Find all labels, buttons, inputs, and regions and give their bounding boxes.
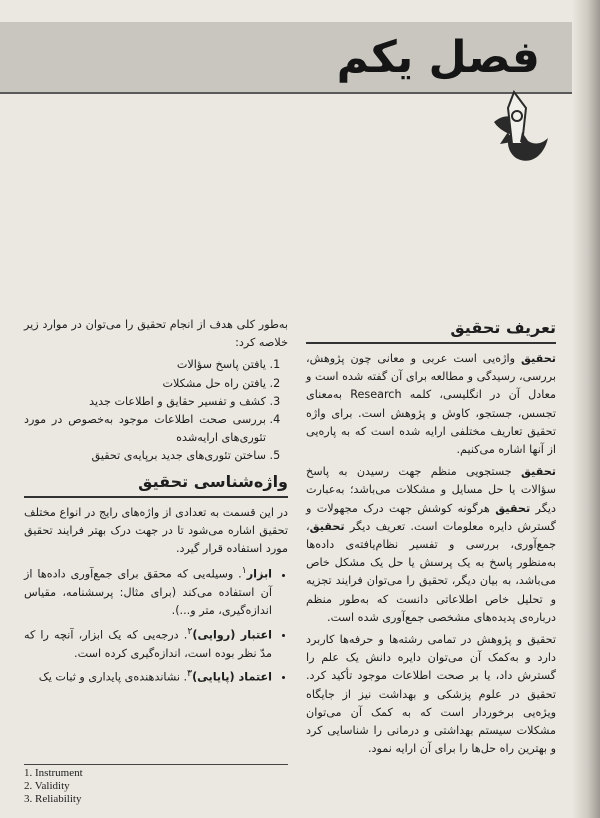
text: جستجویی منظم جهت رسیدن به پاسخ سؤالات یا حل مسایل و مشکلات می‌باشد؛ به‌عبارت دیگر — [306, 465, 556, 515]
footnote: 2. Validity — [24, 780, 70, 792]
text: ، جمع‌آوری، بررسی و تفسیر نظام‌یافته‌ی داده‌ها به‌منظور پاسخ به یک پرسش یا حل یک مشکل خاص می‌باشد، به بیان دیگر، تحقیق را می‌توان فرایند تجزیه و تحلیل خاص اطلاعاتی دانست که به‌طور منظم درباره‌ی پدیده‌های مشخصی جمع‌آوری شده است. — [306, 519, 556, 624]
term: تحقیق — [309, 519, 345, 533]
section-heading-research-definition: تعریف تحقیق — [306, 316, 556, 344]
list-item: 2. یافتن راه حل مشکلات — [24, 375, 266, 393]
term: ابزار — [246, 567, 272, 581]
list-item — [24, 562, 272, 620]
list-item: 5. ساختن تئوری‌های جدید برپایه‌ی تحقیق — [24, 447, 266, 465]
paragraph: در این قسمت به تعدادی از واژه‌های رایج در انواع مختلف تحقیق اشاره می‌شود تا در جهت درک بهتر فرایند تحقیق مورد استفاده قرار گیرد. — [24, 505, 288, 556]
chapter-title: فصل یکم — [336, 32, 540, 83]
terms-list — [24, 562, 288, 686]
paragraph — [306, 463, 556, 627]
rocket-icon — [486, 86, 556, 174]
term: تحقیق — [521, 352, 556, 365]
footnote-mark: ۱ — [241, 565, 247, 577]
section-heading-terminology: واژه‌شناسی تحقیق — [24, 470, 288, 498]
paragraph: تحقیق و پژوهش در تمامی رشته‌ها و حرفه‌ها کاربرد دارد و به‌کمک آن می‌توان دایره دانش یک علم را گسترش داد، یا بر صحت اطلاعات موجود تأکید کرد. تحقیق در علوم پزشکی و بهداشت نیز از جایگاه ویژه‌یی برخوردار است که به کمک آن می‌توان مشکلات سیستم بهداشتی و درمانی را شناسایی کرد و بهترین راه حل‌ها را برای آن ارایه نمود. — [306, 633, 556, 756]
footnote-mark: ۳ — [187, 667, 193, 679]
goals-list — [24, 356, 288, 465]
list-item: 1. یافتن پاسخ سؤالات — [24, 356, 266, 374]
text: هرگونه کوشش جهت درک مجهولات و گسترش دایره معلومات است. تعریف دیگر — [306, 501, 556, 533]
term: تحقیق — [495, 501, 531, 515]
term: اعتبار (روایی) — [192, 628, 273, 642]
footnote: 1. Instrument — [24, 767, 83, 779]
term: اعتماد (پایایی) — [192, 670, 272, 684]
left-column — [24, 316, 288, 689]
term: تحقیق — [521, 465, 556, 479]
page-spine-shadow — [572, 0, 600, 818]
footnotes — [24, 764, 288, 806]
text: . نشاندهنده‌ی پایداری و ثبات یک — [38, 670, 188, 684]
footnote: 3. Reliability — [24, 793, 82, 805]
text: . وسیله‌یی که محقق برای جمع‌آوری داده‌ها از آن استفاده می‌کند (برای مثال: پرسشنامه، مقیاس اندازه‌گیری، متر و...). — [24, 567, 272, 618]
right-column — [306, 316, 556, 762]
goals-intro: به‌طور کلی هدف از انجام تحقیق را می‌توان در موارد زیر خلاصه کرد: — [24, 318, 288, 350]
list-item: 3. کشف و تفسیر حقایق و اطلاعات جدید — [24, 393, 266, 411]
paragraph — [306, 350, 556, 459]
list-item — [24, 665, 272, 687]
list-item: 4. بررسی صحت اطلاعات موجود به‌خصوص در مورد تئوری‌های ارایه‌شده — [24, 411, 266, 447]
footnote-mark: ۲ — [187, 625, 193, 637]
text: واژه‌یی است عربی و معانی چون پژوهش، بررسی، رسیدگی و مطالعه برای آن گفته شده است و معادل آن در انگلیسی، کلمه Research به‌معنای تجسس، جستجو، کاوش و پژوهش است. برای واژه تحقیق تعاریف مختلفی ارایه شده است که به پاره‌یی از آنها اشاره می‌کنیم. — [306, 352, 556, 457]
text: . درجه‌یی که یک ابزار، آنچه را که مدّ نظر بوده است، اندازه‌گیری کرده است. — [24, 628, 272, 660]
list-item — [24, 623, 272, 663]
